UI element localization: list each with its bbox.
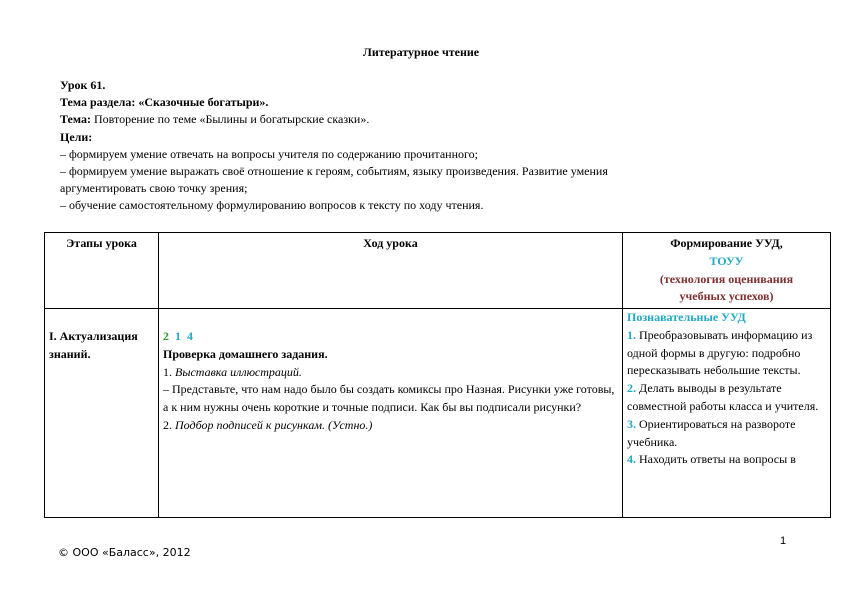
uud-item [627,327,826,380]
digit-marker: 1 [175,329,181,343]
uud-item [627,380,826,416]
uud-item [627,416,826,452]
activity-text: Выставка иллюстраций. [175,364,302,379]
activity-number: 2. [163,417,175,432]
topic-line [60,111,760,128]
uud-item-number: 3. [627,416,636,431]
goal-item: – обучение самостоятельному формулированию вопросов к тексту по ходу чтения. [60,198,484,213]
stage-cell: I. Актуализация знаний. [45,309,159,518]
header-formation [623,233,831,309]
footer-copyright: © ООО «Баласс», 2012 [58,546,191,559]
touu-label: ТОУУ [709,253,744,268]
lesson-header [60,77,760,215]
document-title: Литературное чтение [362,45,480,59]
uud-item-text: Делать выводы в результате совместной работы класса и учителя. [627,381,819,413]
uud-item-text: Находить ответы на вопросы в [636,452,796,467]
digit-marker: 4 [187,329,193,343]
uud-title: Познавательные УУД [627,310,746,324]
check-title: Проверка домашнего задания. [163,346,328,361]
teacher-dialog: – Представьте, что нам надо было бы создать комиксы про Назная. Рисунки уже готовы, а к ним нужны очень короткие и точные подписи. Как бы вы подписали рисунки? [163,382,615,415]
tech-line-2: учебных успехов) [679,289,774,304]
digit-marker: 2 [163,329,169,343]
topic-text: Повторение по теме «Былины и богатырские сказки». [90,112,370,127]
table-header-row [45,233,831,309]
tech-line-1: (технология оценивания [659,271,794,286]
table-row [45,309,831,518]
goal-item: – формируем умение выражать своё отношение к героям, событиям, языку произведения. Развитие умения [60,164,608,179]
uud-item-text: Преобразовывать информацию из одной формы в другую: подробно пересказывать небольшие тексты. [627,327,813,378]
activity-number: 1. [163,364,175,379]
goal-item: аргументировать свою точку зрения; [60,181,248,196]
uud-item-number: 2. [627,381,636,396]
goals-label: Цели: [60,129,93,144]
uud-item-number: 1. [627,327,636,342]
lesson-plan-table [44,232,831,518]
topic-label: Тема: [60,112,91,127]
page-number: 1 [780,535,787,547]
lesson-number: Урок 61. [60,78,106,92]
digit-markers [163,328,618,346]
activity-item [163,364,618,382]
header-stages: Этапы урока [45,233,159,309]
uud-item-text: Ориентироваться на развороте учебника. [627,416,796,449]
uud-cell [623,309,831,518]
course-cell [159,309,623,518]
activity-item [163,417,618,435]
activity-text: Подбор подписей к рисункам. (Устно.) [175,417,373,432]
uud-item [627,451,826,469]
goal-item: – формируем умение отвечать на вопросы учителя по содержанию прочитанного; [60,146,478,161]
formation-title: Формирование УУД, [670,236,783,250]
header-course: Ход урока [159,233,623,309]
section-title: Тема раздела: «Сказочные богатыри». [60,95,269,110]
uud-item-number: 4. [627,452,636,467]
